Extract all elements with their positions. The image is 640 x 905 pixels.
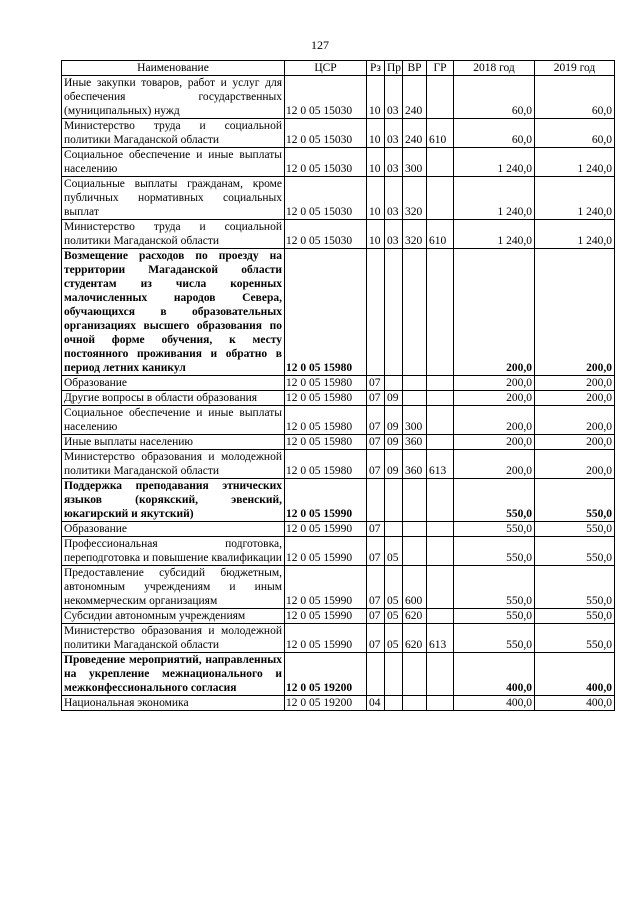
header-gr: ГР xyxy=(427,61,454,76)
cell-vr xyxy=(403,522,427,537)
cell-name: Социальные выплаты гражданам, кроме публичных нормативных социальных выплат xyxy=(62,177,285,220)
cell-rz: 07 xyxy=(367,566,385,609)
cell-pr xyxy=(385,522,403,537)
cell-name: Профессиональная подготовка, переподготовка и повышение квалификации xyxy=(62,537,285,566)
table-row xyxy=(62,450,615,479)
table-row xyxy=(62,220,615,249)
cell-csr: 12 0 05 15990 xyxy=(285,537,367,566)
page-number: 127 xyxy=(311,38,329,52)
table-body xyxy=(62,76,615,711)
cell-vr: 300 xyxy=(403,406,427,435)
cell-vr xyxy=(403,376,427,391)
cell-name: Предоставление субсидий бюджетным, автономным учреждениям и иным некоммерческим организациям xyxy=(62,566,285,609)
cell-name: Возмещение расходов по проезду на территории Магаданской области студентам из числа коренных малочисленных народов Севера, обучающихся в образовательных организациях высшего образования по очной форме обучения, к месту постоянного проживания и обратно в период летних каникул xyxy=(62,249,285,376)
cell-gr xyxy=(427,148,454,177)
header-2019: 2019 год xyxy=(535,61,615,76)
cell-name: Социальное обеспечение и иные выплаты населению xyxy=(62,406,285,435)
cell-name: Национальная экономика xyxy=(62,696,285,711)
cell-pr xyxy=(385,653,403,696)
cell-rz: 07 xyxy=(367,450,385,479)
cell-y2018: 200,0 xyxy=(454,406,535,435)
cell-y2019: 200,0 xyxy=(535,406,615,435)
cell-pr: 05 xyxy=(385,566,403,609)
cell-y2018: 550,0 xyxy=(454,609,535,624)
table-row xyxy=(62,119,615,148)
cell-csr: 12 0 05 15980 xyxy=(285,249,367,376)
cell-pr xyxy=(385,376,403,391)
cell-gr: 610 xyxy=(427,220,454,249)
cell-y2018: 550,0 xyxy=(454,479,535,522)
cell-y2019: 200,0 xyxy=(535,391,615,406)
cell-vr: 360 xyxy=(403,450,427,479)
cell-rz: 07 xyxy=(367,624,385,653)
cell-y2018: 60,0 xyxy=(454,76,535,119)
cell-name: Иные выплаты населению xyxy=(62,435,285,450)
cell-vr: 360 xyxy=(403,435,427,450)
cell-y2019: 60,0 xyxy=(535,76,615,119)
cell-gr xyxy=(427,696,454,711)
header-pr: Пр xyxy=(385,61,403,76)
cell-csr: 12 0 05 15030 xyxy=(285,148,367,177)
cell-rz: 10 xyxy=(367,76,385,119)
cell-name: Министерство образования и молодежной политики Магаданской области xyxy=(62,624,285,653)
cell-rz: 07 xyxy=(367,522,385,537)
cell-gr xyxy=(427,653,454,696)
cell-rz: 07 xyxy=(367,406,385,435)
cell-vr: 600 xyxy=(403,566,427,609)
header-name: Наименование xyxy=(62,61,285,76)
cell-name: Проведение мероприятий, направленных на укрепление межнационального и межконфессионального согласия xyxy=(62,653,285,696)
cell-name: Поддержка преподавания этнических языков (корякский, эвенский, юкагирский и якутский) xyxy=(62,479,285,522)
cell-vr xyxy=(403,537,427,566)
cell-gr: 610 xyxy=(427,119,454,148)
cell-csr: 12 0 05 15990 xyxy=(285,479,367,522)
cell-pr xyxy=(385,249,403,376)
cell-pr xyxy=(385,696,403,711)
cell-y2018: 550,0 xyxy=(454,522,535,537)
cell-y2018: 1 240,0 xyxy=(454,220,535,249)
table-row xyxy=(62,479,615,522)
cell-y2019: 550,0 xyxy=(535,624,615,653)
cell-pr: 03 xyxy=(385,220,403,249)
cell-y2019: 200,0 xyxy=(535,435,615,450)
cell-gr xyxy=(427,479,454,522)
cell-csr: 12 0 05 15990 xyxy=(285,522,367,537)
cell-gr xyxy=(427,376,454,391)
table-row xyxy=(62,653,615,696)
cell-gr xyxy=(427,76,454,119)
cell-csr: 12 0 05 15990 xyxy=(285,624,367,653)
header-vr: ВР xyxy=(403,61,427,76)
cell-csr: 12 0 05 15030 xyxy=(285,177,367,220)
table-row xyxy=(62,696,615,711)
cell-gr xyxy=(427,522,454,537)
cell-name: Иные закупки товаров, работ и услуг для обеспечения государственных (муниципальных) нужд xyxy=(62,76,285,119)
header-csr: ЦСР xyxy=(285,61,367,76)
cell-rz: 10 xyxy=(367,177,385,220)
cell-csr: 12 0 05 15980 xyxy=(285,376,367,391)
cell-y2019: 200,0 xyxy=(535,249,615,376)
header-2018: 2018 год xyxy=(454,61,535,76)
cell-y2018: 550,0 xyxy=(454,537,535,566)
cell-y2018: 200,0 xyxy=(454,376,535,391)
cell-vr xyxy=(403,249,427,376)
table-row xyxy=(62,391,615,406)
cell-rz: 07 xyxy=(367,609,385,624)
cell-csr: 12 0 05 15980 xyxy=(285,406,367,435)
cell-vr: 320 xyxy=(403,220,427,249)
cell-rz: 10 xyxy=(367,220,385,249)
cell-y2018: 200,0 xyxy=(454,435,535,450)
cell-y2019: 1 240,0 xyxy=(535,220,615,249)
cell-csr: 12 0 05 15980 xyxy=(285,435,367,450)
cell-y2019: 400,0 xyxy=(535,653,615,696)
cell-pr: 03 xyxy=(385,119,403,148)
cell-name: Другие вопросы в области образования xyxy=(62,391,285,406)
cell-gr xyxy=(427,177,454,220)
cell-vr xyxy=(403,653,427,696)
cell-vr: 620 xyxy=(403,609,427,624)
cell-csr: 12 0 05 15980 xyxy=(285,391,367,406)
table-row xyxy=(62,609,615,624)
cell-pr: 03 xyxy=(385,76,403,119)
cell-name: Образование xyxy=(62,376,285,391)
cell-csr: 12 0 05 15030 xyxy=(285,220,367,249)
cell-y2018: 200,0 xyxy=(454,450,535,479)
table-row xyxy=(62,435,615,450)
table-header-row xyxy=(62,61,615,76)
cell-gr: 613 xyxy=(427,624,454,653)
cell-y2019: 60,0 xyxy=(535,119,615,148)
table-row xyxy=(62,522,615,537)
cell-y2019: 400,0 xyxy=(535,696,615,711)
cell-name: Субсидии автономным учреждениям xyxy=(62,609,285,624)
cell-rz: 07 xyxy=(367,391,385,406)
cell-csr: 12 0 05 15030 xyxy=(285,76,367,119)
cell-rz: 07 xyxy=(367,537,385,566)
cell-rz: 04 xyxy=(367,696,385,711)
cell-y2018: 400,0 xyxy=(454,696,535,711)
cell-rz xyxy=(367,479,385,522)
cell-y2018: 400,0 xyxy=(454,653,535,696)
cell-csr: 12 0 05 15990 xyxy=(285,609,367,624)
cell-vr: 240 xyxy=(403,76,427,119)
cell-rz xyxy=(367,653,385,696)
cell-pr: 03 xyxy=(385,148,403,177)
cell-name: Министерство образования и молодежной политики Магаданской области xyxy=(62,450,285,479)
cell-y2018: 550,0 xyxy=(454,566,535,609)
cell-pr: 09 xyxy=(385,450,403,479)
cell-pr: 05 xyxy=(385,624,403,653)
cell-y2018: 60,0 xyxy=(454,119,535,148)
cell-gr xyxy=(427,609,454,624)
cell-gr xyxy=(427,406,454,435)
cell-pr: 05 xyxy=(385,537,403,566)
cell-vr: 240 xyxy=(403,119,427,148)
cell-pr: 05 xyxy=(385,609,403,624)
table-row xyxy=(62,537,615,566)
cell-pr xyxy=(385,479,403,522)
table-row xyxy=(62,148,615,177)
cell-y2018: 200,0 xyxy=(454,391,535,406)
cell-rz: 10 xyxy=(367,119,385,148)
cell-y2019: 1 240,0 xyxy=(535,177,615,220)
table-row xyxy=(62,624,615,653)
cell-name: Министерство труда и социальной политики Магаданской области xyxy=(62,119,285,148)
cell-rz: 10 xyxy=(367,148,385,177)
cell-y2019: 550,0 xyxy=(535,609,615,624)
table-row xyxy=(62,566,615,609)
cell-csr: 12 0 05 19200 xyxy=(285,696,367,711)
cell-name: Министерство труда и социальной политики Магаданской области xyxy=(62,220,285,249)
cell-y2019: 550,0 xyxy=(535,566,615,609)
cell-vr: 300 xyxy=(403,148,427,177)
cell-vr: 320 xyxy=(403,177,427,220)
cell-name: Образование xyxy=(62,522,285,537)
cell-y2019: 550,0 xyxy=(535,522,615,537)
cell-rz xyxy=(367,249,385,376)
table-row xyxy=(62,76,615,119)
cell-rz: 07 xyxy=(367,376,385,391)
header-rz: Рз xyxy=(367,61,385,76)
cell-gr xyxy=(427,566,454,609)
cell-csr: 12 0 05 15030 xyxy=(285,119,367,148)
cell-y2019: 550,0 xyxy=(535,479,615,522)
cell-y2019: 200,0 xyxy=(535,376,615,391)
cell-y2018: 550,0 xyxy=(454,624,535,653)
cell-gr xyxy=(427,435,454,450)
cell-y2018: 1 240,0 xyxy=(454,148,535,177)
cell-name: Социальное обеспечение и иные выплаты населению xyxy=(62,148,285,177)
cell-gr xyxy=(427,249,454,376)
cell-y2019: 1 240,0 xyxy=(535,148,615,177)
table-row xyxy=(62,406,615,435)
cell-y2018: 200,0 xyxy=(454,249,535,376)
budget-table xyxy=(61,60,615,711)
cell-rz: 07 xyxy=(367,435,385,450)
cell-pr: 09 xyxy=(385,435,403,450)
cell-gr xyxy=(427,537,454,566)
cell-pr: 03 xyxy=(385,177,403,220)
cell-y2019: 200,0 xyxy=(535,450,615,479)
cell-csr: 12 0 05 15990 xyxy=(285,566,367,609)
cell-csr: 12 0 05 15980 xyxy=(285,450,367,479)
cell-vr: 620 xyxy=(403,624,427,653)
cell-pr: 09 xyxy=(385,391,403,406)
cell-gr: 613 xyxy=(427,450,454,479)
cell-vr xyxy=(403,696,427,711)
cell-pr: 09 xyxy=(385,406,403,435)
cell-y2018: 1 240,0 xyxy=(454,177,535,220)
cell-gr xyxy=(427,391,454,406)
cell-csr: 12 0 05 19200 xyxy=(285,653,367,696)
table-row xyxy=(62,249,615,376)
cell-vr xyxy=(403,479,427,522)
table-row xyxy=(62,177,615,220)
cell-y2019: 550,0 xyxy=(535,537,615,566)
cell-vr xyxy=(403,391,427,406)
table-row xyxy=(62,376,615,391)
